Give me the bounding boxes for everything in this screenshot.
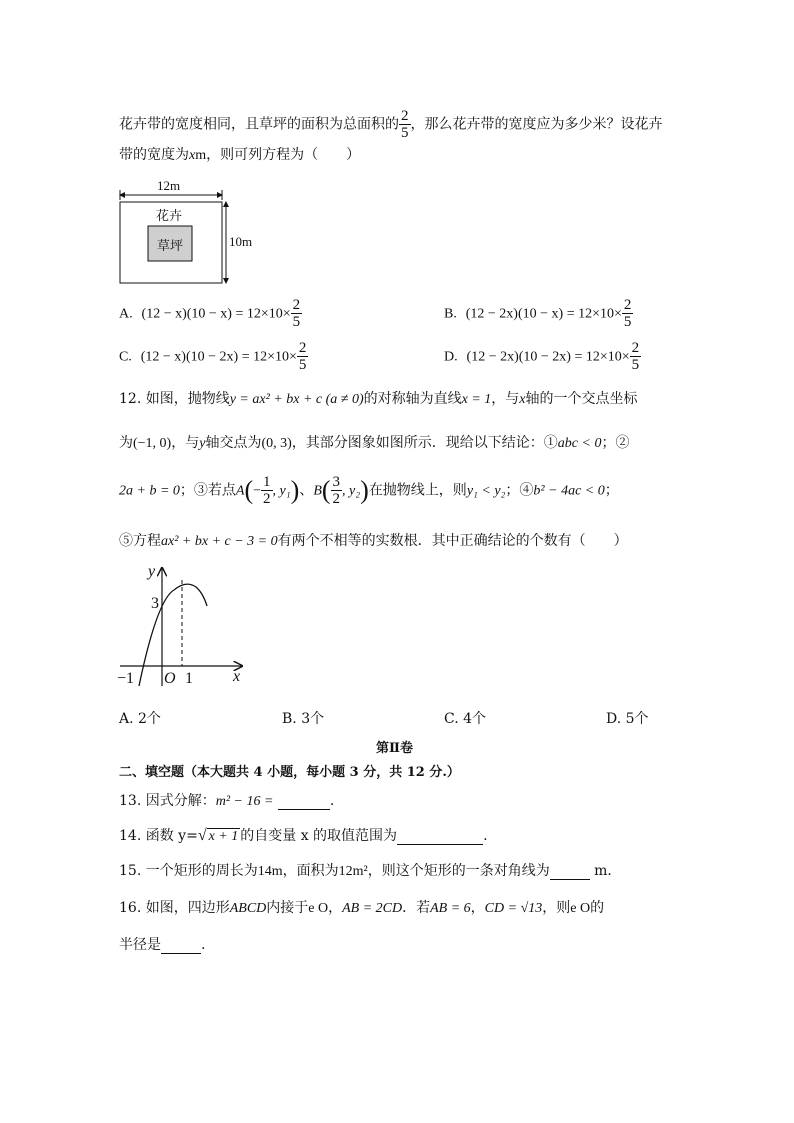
answer-blank[interactable] <box>161 939 201 954</box>
q16-line1: 16. 如图，四边形ABCD内接于e O，AB = 2CD．若AB = 6，CD = √13，则e O的 <box>119 900 605 916</box>
q12-option-d[interactable]: D. 5个 <box>606 711 649 727</box>
answer-blank[interactable] <box>397 830 483 845</box>
lawn-figure <box>112 176 272 288</box>
q12-line4: ⑤方程ax² + bx + c − 3 = 0有两个不相等的实数根．其中正确结论的个数有（ ） <box>119 533 628 549</box>
q13: 13. 因式分解：m² − 16 = . <box>119 793 335 809</box>
q12-line2: 为(−1, 0)，与y轴交点为(0, 3)，其部分图象如图所示．现给以下结论：①abc < 0；② <box>119 435 630 451</box>
q11-option-b[interactable]: B. (12 − 2x)(10 − x) = 12×10× $\frac{2}{5}$ <box>444 297 632 330</box>
q14: 14. 函数 y=√ x + 1 的自变量 x 的取值范围为 . <box>119 827 488 844</box>
fraction: $\frac{2}{5}$ <box>401 108 409 141</box>
q11-option-a[interactable]: A. (12 − x)(10 − x) = 12×10× $\frac{2}{5}$ <box>119 297 301 330</box>
answer-blank[interactable] <box>278 795 330 810</box>
q12-option-b[interactable]: B. 3个 <box>282 711 325 727</box>
x-axis-label: x <box>233 668 241 685</box>
y-axis-label: y <box>148 563 156 580</box>
q12-option-a[interactable]: A. 2个 <box>119 711 161 727</box>
origin-label: O <box>164 670 176 687</box>
section-title: 第Ⅱ卷 <box>376 741 413 756</box>
q11-line2: 带的宽度为xm，则可列方程为（ ） <box>119 147 361 163</box>
q16-line2: 半径是 . <box>119 937 206 953</box>
width-label: 12m <box>157 178 181 193</box>
tick-1: 1 <box>185 670 193 687</box>
q11-option-d[interactable]: D. (12 − 2x)(10 − 2x) = 12×10× $\frac{2}{5}$ <box>444 340 640 373</box>
flower-label: 花卉 <box>156 209 183 224</box>
q11-option-c[interactable]: C. (12 − x)(10 − 2x) = 12×10× $\frac{2}{5}$ <box>119 340 307 373</box>
answer-blank[interactable] <box>550 865 590 880</box>
q15: 15. 一个矩形的周长为14m，面积为12m²，则这个矩形的一条对角线为 m． <box>119 863 622 879</box>
section-heading: 二、填空题（本大题共 4 小题，每小题 3 分，共 12 分.） <box>119 765 460 780</box>
lawn-label: 草坪 <box>157 239 184 254</box>
q12-option-c[interactable]: C. 4个 <box>444 711 487 727</box>
q12-line3: 2a + b = 0；③若点A(− $\frac{1}{2}$ , y₁)、B( $\frac{3}{2}$ , y₂)在抛物线上，则y₁ < y₂；④b² − 4ac < 0； <box>119 474 619 507</box>
tick-3: 3 <box>151 595 159 612</box>
height-label: 10m <box>229 234 253 249</box>
q12-line1: 12. 如图，抛物线y = ax² + bx + c (a ≠ 0)的对称轴为直线x = 1，与x轴的一个交点坐标 <box>119 391 638 407</box>
tick-neg1: −1 <box>117 670 135 687</box>
q11-line1: 花卉带的宽度相同，且草坪的面积为总面积的 $\frac{2}{5}$ ，那么花卉带的宽度应为多少米？设花卉 <box>119 108 663 141</box>
